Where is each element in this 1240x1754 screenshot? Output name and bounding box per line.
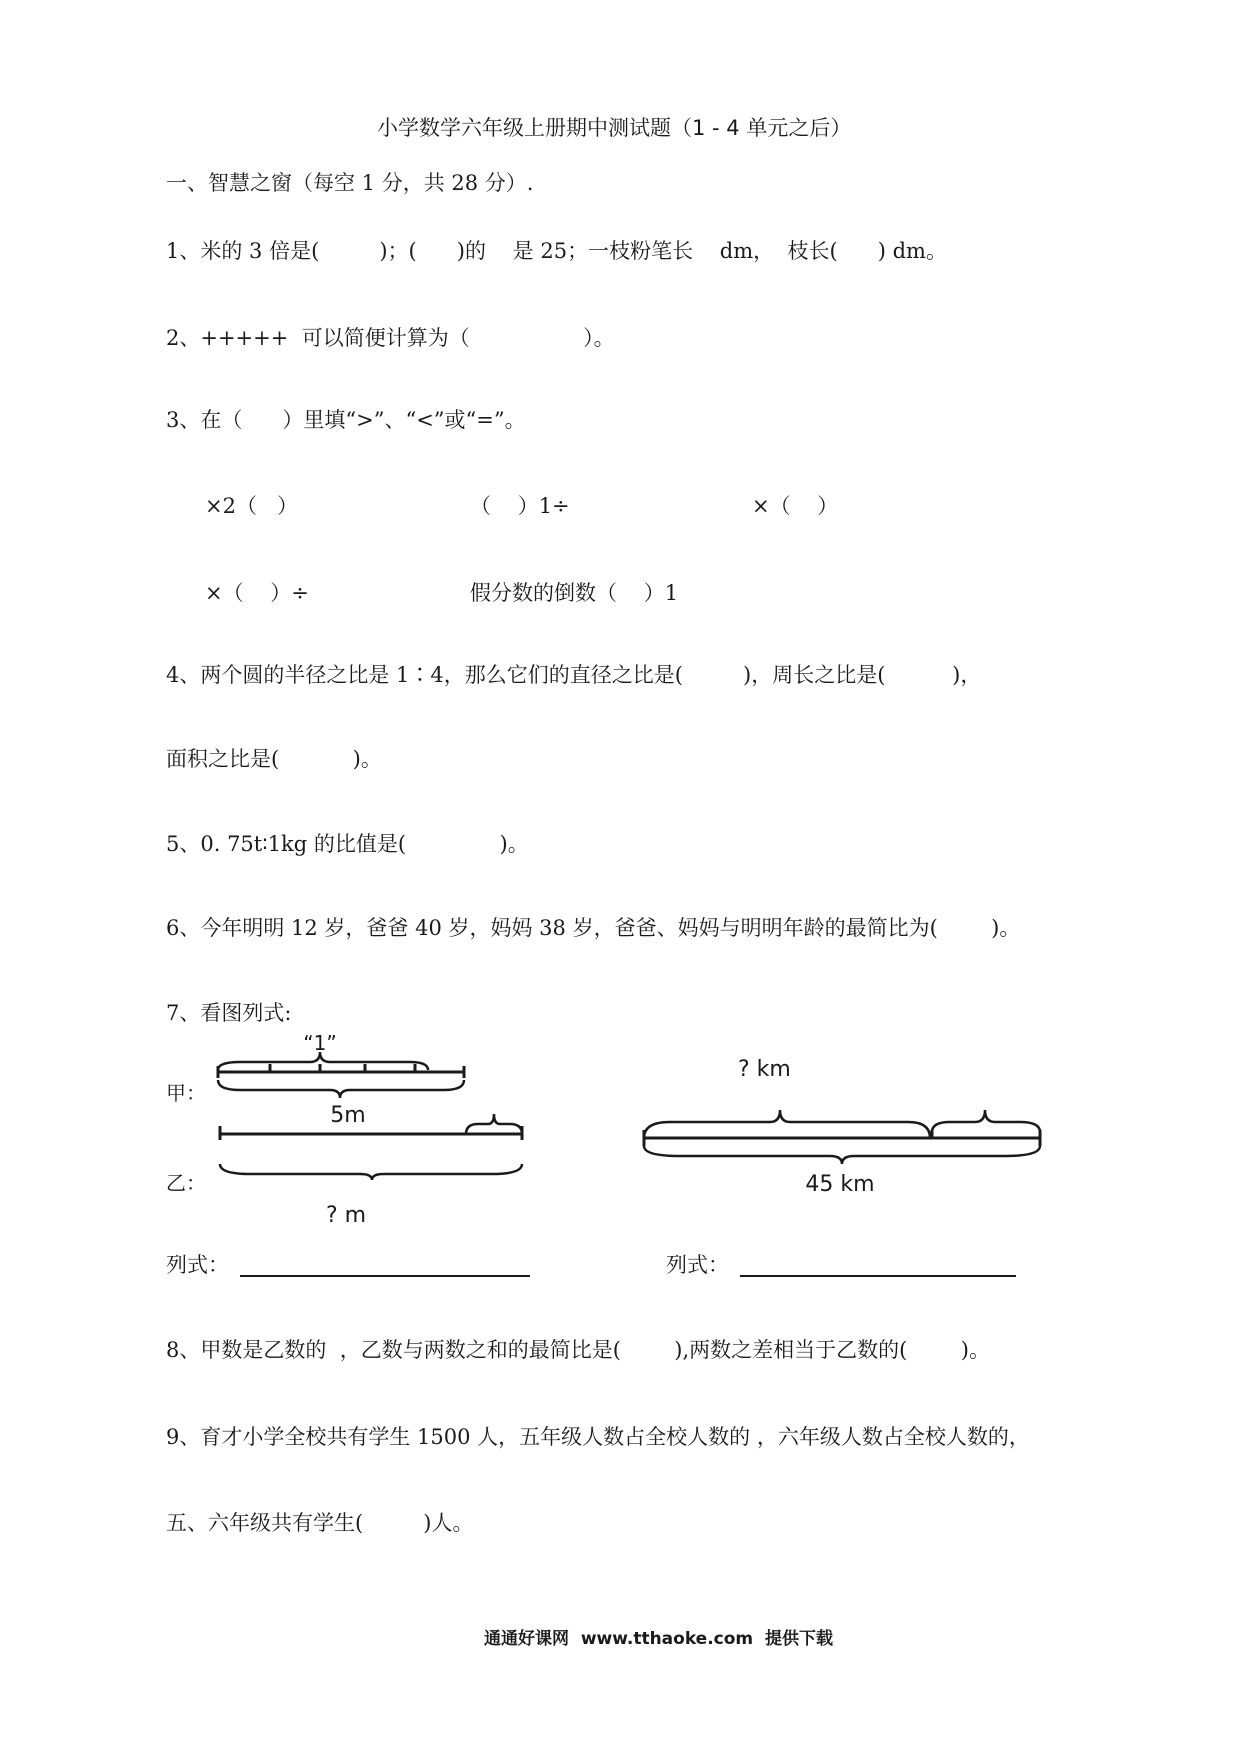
- brace-5m: [218, 1080, 464, 1098]
- label-question-km: ? km: [738, 1057, 791, 1082]
- question-8: 8、甲数是乙数的 ，乙数与两数之和的最简比是( ),两数之差相当于乙数的( )。: [166, 1338, 990, 1362]
- question-9-continued: 五、六年级共有学生( )人。: [166, 1511, 474, 1535]
- question-4: 4、两个圆的半径之比是 1∶4，那么它们的直径之比是( )，周长之比是( )，: [166, 663, 982, 687]
- page-footer: 通通好课网 www.tthaoke.com 提供下载: [484, 1629, 833, 1649]
- question-9: 9、育才小学全校共有学生 1500 人，五年级人数占全校人数的 ，六年级人数占全校人数的，: [166, 1425, 1030, 1449]
- brace-remaining: [932, 1110, 1040, 1132]
- formula-label-left: 列式：: [166, 1253, 229, 1277]
- question-3-item-b: （ ）1÷: [470, 494, 570, 518]
- question-3-item-d: ×（ ）÷: [205, 581, 309, 605]
- question-6: 6、今年明明 12 岁，爸爸 40 岁，妈妈 38 岁，爸爸、妈妈与明明年龄的最简比为( )。: [166, 916, 1021, 940]
- label-yi: 乙：: [166, 1171, 206, 1195]
- label-5m: 5m: [330, 1103, 366, 1128]
- brace-small: [466, 1114, 522, 1134]
- bar-diagram-left: [160, 1030, 540, 1230]
- formula-line-left[interactable]: [240, 1275, 530, 1277]
- section-heading: 一、智慧之窗（每空 1 分，共 28 分）.: [166, 171, 534, 195]
- page-title: 小学数学六年级上册期中测试题（1 - 4 单元之后）: [377, 116, 852, 140]
- label-jia: 甲：: [166, 1081, 206, 1105]
- question-3: 3、在（ ）里填“>”、“<”或“=”。: [166, 408, 526, 432]
- formula-line-right[interactable]: [740, 1275, 1016, 1277]
- brace-question-km: [644, 1110, 930, 1138]
- brace-45km: [644, 1146, 1040, 1164]
- question-1: 1、米的 3 倍是( )；( )的 是 25；一枝粉笔长 dm， 枝长( ) dm。: [166, 239, 947, 263]
- bar-diagram-right: [630, 1030, 1050, 1205]
- label-one: “1”: [303, 1031, 337, 1055]
- question-2: 2、+++++ 可以简便计算为（ ）。: [166, 326, 615, 350]
- question-7: 7、看图列式:: [166, 1001, 292, 1025]
- question-3-item-c: ×（ ）: [752, 494, 839, 518]
- formula-label-right: 列式：: [666, 1253, 729, 1277]
- label-question-m: ? m: [326, 1203, 367, 1228]
- question-4-continued: 面积之比是( )。: [166, 747, 382, 771]
- question-3-item-e: 假分数的倒数（ ）1: [470, 581, 679, 605]
- question-3-item-a: ×2（ ）: [205, 494, 298, 518]
- label-45km: 45 km: [805, 1172, 875, 1198]
- brace-question: [220, 1164, 522, 1180]
- question-5: 5、0. 75t∶1kg 的比值是( )。: [166, 832, 529, 856]
